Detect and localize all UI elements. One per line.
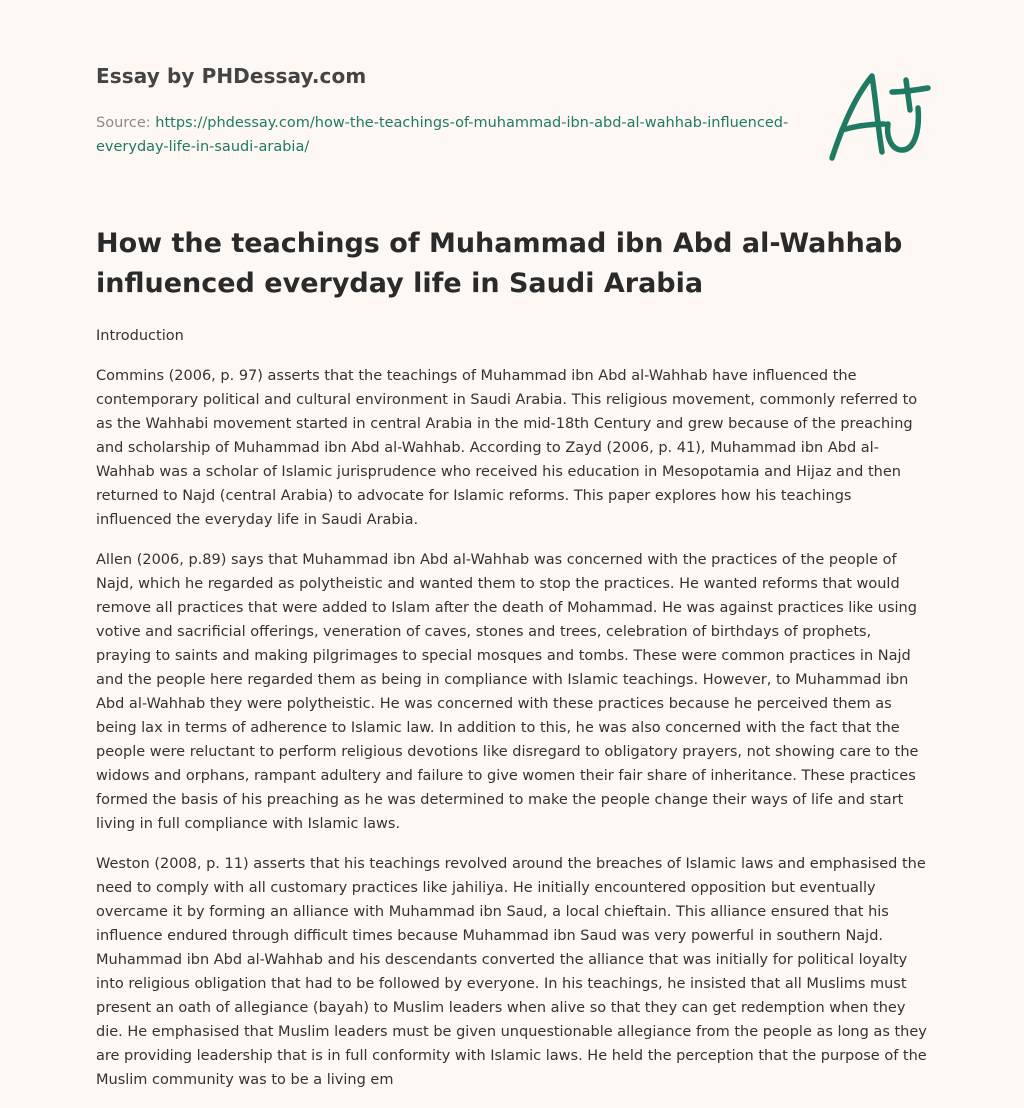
paragraph: Commins (2006, p. 97) asserts that the teachings of Muhammad ibn Abd al-Wahhab have influenced the contemporary political and cultural environment in Saudi Arabia. This religious movement, commonly referred to as the Wahhabi movement started in central Arabia in the mid-18th Century and grew because of the preaching and scholarship of Muhammad ibn Abd al-Wahhab. According to Zayd (2006, p. 41), Muhammad ibn Abd al-Wahhab was a scholar of Islamic jurisprudence who received his education in Mesopotamia and Hijaz and then returned to Najd (central Arabia) to advocate for Islamic reforms. This paper explores how his teachings influenced the everyday life in Saudi Arabia. [96, 368, 918, 528]
section-heading: Introduction [96, 328, 184, 344]
site-brand: Essay by PHDessay.com [96, 64, 367, 88]
paragraph: Allen (2006, p.89) says that Muhammad ibn Abd al-Wahhab was concerned with the practices of the people of Najd, which he regarded as polytheistic and wanted them to stop the practices. He wanted reforms that would remove all practices that were added to Islam after the death of Mohammad. He was against practices like using votive and sacrificial offerings, veneration of caves, stones and trees, celebration of birthdays of prophets, praying to saints and making pilgrimages to special mosques and tombs. These were common practices in Najd and the people here regarded them as being in compliance with Islamic teachings. However, to Muhammad ibn Abd al-Wahhab they were polytheistic. He was concerned with these practices because he perceived them as being lax in terms of adherence to Islamic law. In addition to this, he was also concerned with the fact that the people were reluctant to perform religious devotions like disregard to obligatory prayers, not showing care to the widows and orphans, rampant adultery and failure to give women their fair share of inheritance. These practices formed the basis of his preaching as he was determined to make the people change their ways of life and start living in full compliance with Islamic laws. [96, 552, 919, 832]
source-label: Source: [96, 115, 151, 131]
article-title: How the teachings of Muhammad ibn Abd al-Wahhab influenced everyday life in Saudi Arabia [96, 228, 903, 299]
article-body [96, 324, 928, 1108]
paragraph: Weston (2008, p. 11) asserts that his teachings revolved around the breaches of Islamic laws and emphasised the need to comply with all customary practices like jahiliya. He initially encountered opposition but eventually overcame it by forming an alliance with Muhammad ibn Saud, a local chieftain. This alliance ensured that his influence endured through difficult times because Muhammad ibn Saud was very powerful in southern Najd. Muhammad ibn Abd al-Wahhab and his descendants converted the alliance that was initially for political loyalty into religious obligation that had to be followed by everyone. In his teachings, he insisted that all Muslims must present an oath of allegiance (bayah) to Muslim leaders when alive so that they can get redemption when they die. He emphasised that Muslim leaders must be given unquestionable allegiance from the people as long as they are providing leadership that is in full conformity with Islamic laws. He held the perception that the purpose of the Muslim community was to be a living em [96, 856, 927, 1088]
a-plus-logo-icon [820, 66, 932, 166]
source-link[interactable]: https://phdessay.com/how-the-teachings-of-muhammad-ibn-abd-al-wahhab-influenced-everyday-life-in-saudi-arabia/ [96, 115, 789, 155]
source-line [96, 111, 796, 159]
